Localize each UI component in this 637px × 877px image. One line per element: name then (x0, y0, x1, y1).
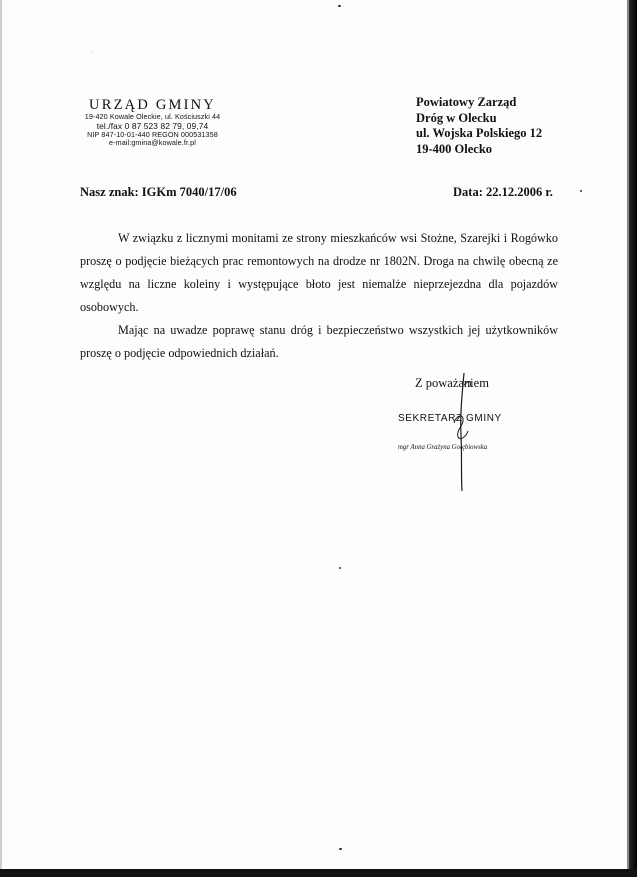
sender-tax-ids: NIP 847-10-01-440 REGON 000531358 (87, 129, 218, 139)
scan-speck (580, 190, 582, 192)
scan-speck (338, 5, 341, 7)
scan-edge-left (0, 0, 2, 877)
recipient-address (416, 95, 542, 157)
scan-speck (92, 52, 93, 53)
sender-email: e-mail:gmina@kowale.fr.pl (109, 138, 196, 148)
scan-edge-right (629, 0, 637, 877)
closing-regards: Z poważaniem (415, 376, 489, 390)
recipient-line-2: Dróg w Olecku (416, 110, 497, 125)
body-paragraph-2: Mając na uwadze poprawę stanu dróg i bezpieczeństwo wszystkich jej użytkowników proszę o podjęcie odpowiednich działań. (80, 323, 558, 360)
scan-edge-bottom (0, 869, 637, 877)
signatory-title-stamp: SEKRETARZ GMINY (398, 413, 502, 424)
reference-number: Nasz znak: IGKm 7040/17/06 (80, 185, 237, 199)
sender-address: 19-420 Kowale Oleckie, ul. Kościuszki 44 (84, 112, 221, 121)
sender-phone-fax: tel./fax 0 87 523 82 79, 09,74 (96, 120, 209, 131)
recipient-line-3: ul. Wojska Polskiego 12 (416, 126, 543, 140)
signatory-name: mgr Anna Grażyna Gołębiowska (398, 444, 488, 451)
sender-organization: URZĄD GMINY (89, 97, 216, 113)
body-paragraph-1: W związku z licznymi monitami ze strony mieszkańców wsi Stożne, Szarejki i Rogówko proszę o podjęcie bieżących prac remontowych na drodze nr 1802N. Droga na chwilę obecną ze względu na liczne koleiny i występujące błoto jest niemalże nieprzejezdna dla pojazdów osobowych. (80, 231, 558, 314)
recipient-line-1: Powiatowy Zarząd (416, 95, 517, 109)
letter-date: Data: 22.12.2006 r. (453, 185, 553, 199)
scan-speck (339, 567, 341, 569)
letter-body (80, 227, 558, 365)
handwritten-signature (440, 365, 500, 495)
scan-speck (339, 848, 342, 850)
recipient-line-4: 19-400 Olecko (416, 141, 493, 156)
sender-letterhead-stamp (70, 97, 235, 148)
